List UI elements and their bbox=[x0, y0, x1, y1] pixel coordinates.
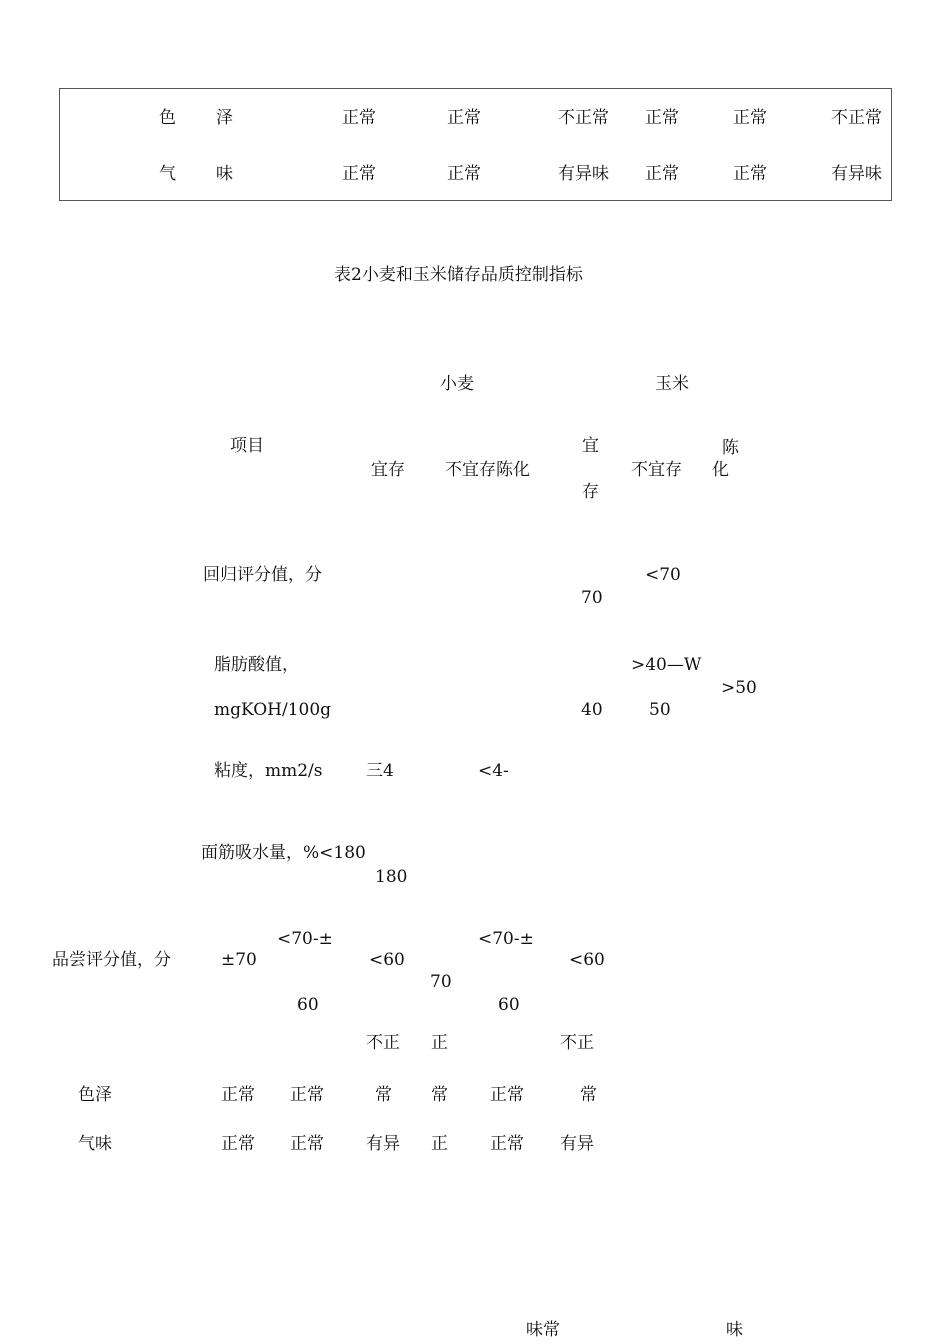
table1-row1-label-b: 泽 bbox=[216, 108, 233, 128]
color-label: 色泽 bbox=[78, 1085, 112, 1105]
header-corn: 玉米 bbox=[655, 374, 689, 394]
table1-row1-label-a: 色 bbox=[159, 108, 176, 128]
odor-cell: 有异 bbox=[366, 1134, 400, 1154]
color-top: 不正 bbox=[366, 1033, 400, 1053]
table1-row1-cell: 正常 bbox=[447, 108, 481, 128]
color-cell: 常 bbox=[375, 1085, 392, 1105]
color-top: 不正 bbox=[560, 1033, 594, 1053]
odor-cell: 正常 bbox=[490, 1134, 524, 1154]
table1-border bbox=[59, 88, 892, 201]
tasting-value: ±70 bbox=[221, 950, 257, 970]
header-wheat-unsuitable-aged: 不宜存陈化 bbox=[445, 460, 530, 480]
tasting-value: 70 bbox=[430, 972, 452, 992]
header-corn-suitable-1: 宜 bbox=[582, 436, 599, 456]
header-corn-unsuitable: 不宜存 bbox=[631, 460, 682, 480]
viscosity-value: <4- bbox=[478, 761, 509, 781]
header-wheat-suitable: 宜存 bbox=[371, 460, 405, 480]
tasting-value: <60 bbox=[569, 950, 605, 970]
table1-row1-cell: 正常 bbox=[733, 108, 767, 128]
header-wheat: 小麦 bbox=[440, 374, 474, 394]
table1-row2-cell: 正常 bbox=[447, 164, 481, 184]
fatty-acid-value: >40—W bbox=[631, 655, 702, 675]
gluten-label: 面筋吸水量，%<180 bbox=[201, 843, 366, 863]
table1-row2-cell: 正常 bbox=[342, 164, 376, 184]
color-top: 正 bbox=[431, 1033, 448, 1053]
color-cell: 常 bbox=[431, 1085, 448, 1105]
table1-row2-label-a: 气 bbox=[159, 164, 176, 184]
table1-row1-cell: 正常 bbox=[645, 108, 679, 128]
tasting-label: 品尝评分值，分 bbox=[52, 950, 171, 970]
color-cell: 正常 bbox=[290, 1085, 324, 1105]
odor-cell: 有异 bbox=[560, 1134, 594, 1154]
regression-value: 70 bbox=[581, 588, 603, 608]
table2-caption: 表2小麦和玉米储存品质控制指标 bbox=[334, 265, 583, 285]
table1-row2-cell: 正常 bbox=[733, 164, 767, 184]
color-cell: 正常 bbox=[221, 1085, 255, 1105]
header-corn-aged-1: 陈 bbox=[722, 438, 739, 458]
tasting-value: <70-± bbox=[277, 929, 333, 949]
header-item: 项目 bbox=[230, 436, 264, 456]
tasting-value: 60 bbox=[498, 995, 520, 1015]
table1-row1-cell: 不正常 bbox=[831, 108, 882, 128]
odor-cell: 正常 bbox=[290, 1134, 324, 1154]
table1-row2-cell: 有异味 bbox=[558, 164, 609, 184]
color-cell: 正常 bbox=[490, 1085, 524, 1105]
fatty-acid-value: 40 bbox=[581, 700, 603, 720]
viscosity-value: 三4 bbox=[366, 761, 394, 781]
table1-row2-cell: 正常 bbox=[645, 164, 679, 184]
header-corn-suitable-2: 存 bbox=[582, 482, 599, 502]
bottom-fragment: 味 bbox=[726, 1320, 743, 1340]
fatty-acid-value: 50 bbox=[649, 700, 671, 720]
odor-cell: 正 bbox=[431, 1134, 448, 1154]
odor-cell: 正常 bbox=[221, 1134, 255, 1154]
fatty-acid-value: >50 bbox=[721, 678, 757, 698]
tasting-value: <60 bbox=[369, 950, 405, 970]
regression-label: 回归评分值，分 bbox=[203, 565, 322, 585]
tasting-value: 60 bbox=[297, 995, 319, 1015]
tasting-value: <70-± bbox=[478, 929, 534, 949]
fatty-acid-unit: mgKOH/100g bbox=[214, 700, 332, 720]
table1-row1-cell: 不正常 bbox=[558, 108, 609, 128]
gluten-value: 180 bbox=[375, 867, 408, 887]
odor-label: 气味 bbox=[78, 1134, 112, 1154]
table1-row2-cell: 有异味 bbox=[831, 164, 882, 184]
fatty-acid-label: 脂肪酸值， bbox=[214, 655, 299, 675]
regression-value: <70 bbox=[645, 565, 681, 585]
table1-row2-label-b: 味 bbox=[216, 164, 233, 184]
color-cell: 常 bbox=[580, 1085, 597, 1105]
viscosity-label: 粘度，mm2/s bbox=[214, 761, 323, 781]
bottom-fragment: 味常 bbox=[526, 1320, 560, 1340]
table1-row1-cell: 正常 bbox=[342, 108, 376, 128]
header-corn-aged-2: 化 bbox=[712, 460, 729, 480]
